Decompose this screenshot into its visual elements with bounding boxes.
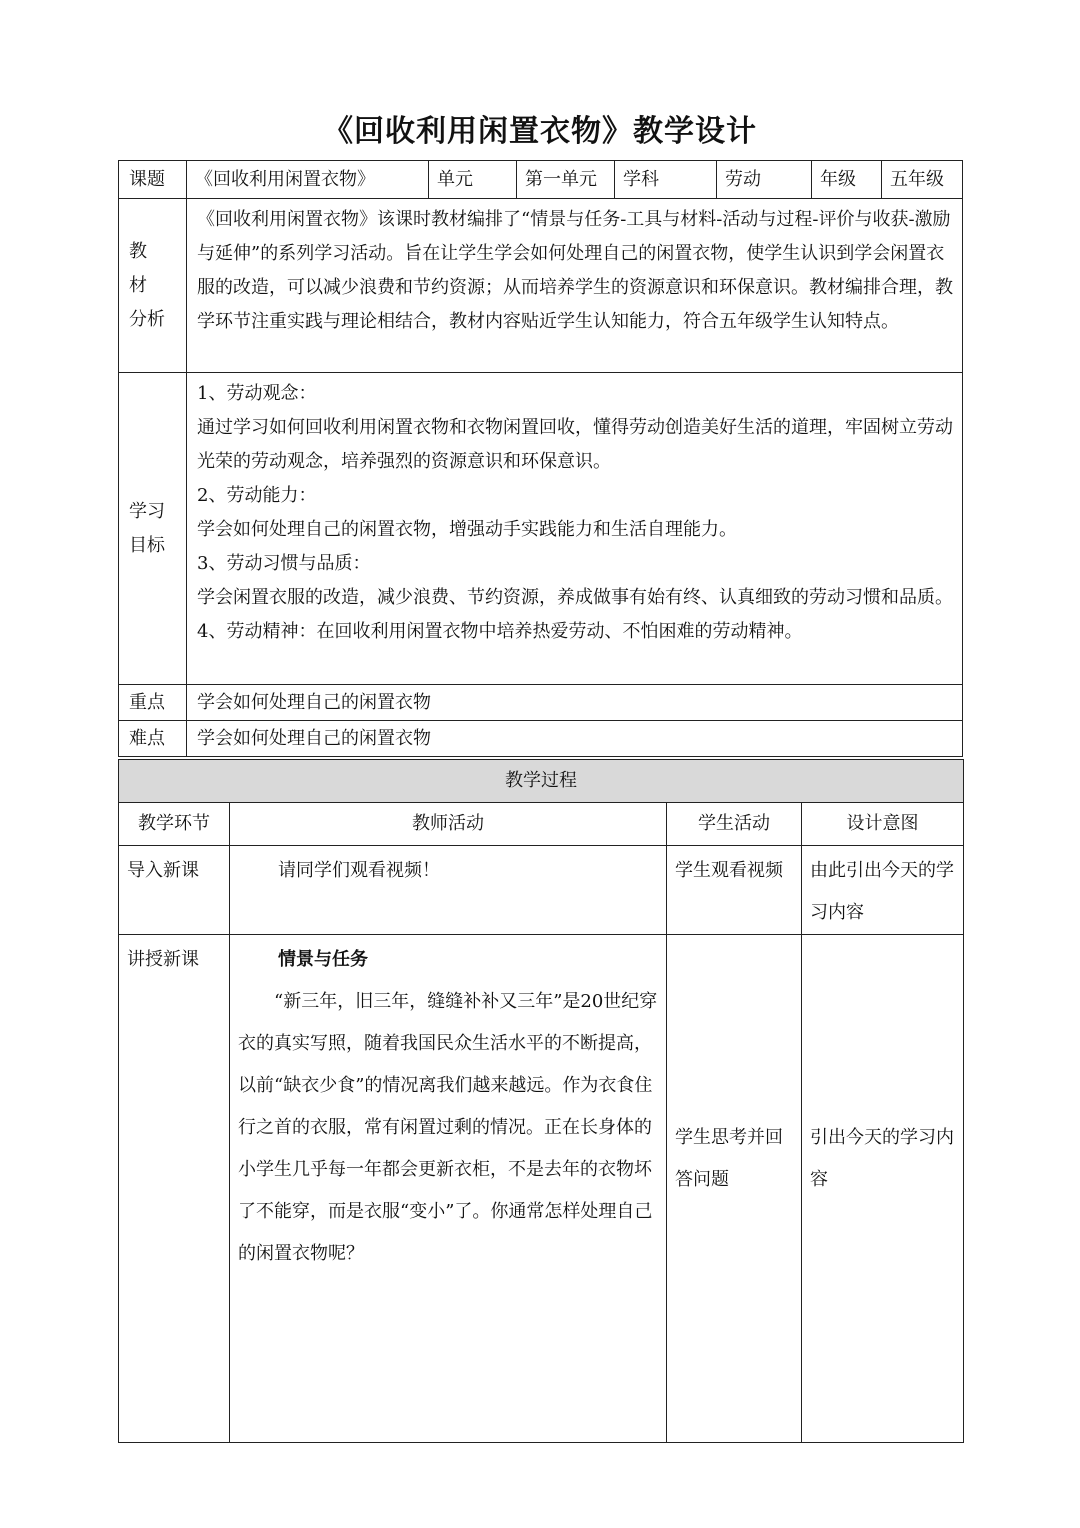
goal-line: 通过学习如何回收利用闲置衣物和衣物闲置回收，懂得劳动创造美好生活的道理，牢固树立劳动光荣的劳动观念，培养强烈的资源意识和环保意识。	[197, 417, 953, 472]
process-column-header-row	[119, 803, 964, 846]
info-row-key-point	[119, 685, 963, 721]
goal-line: 2、劳动能力：	[197, 485, 317, 506]
teacher-activity-cell: 请同学们观看视频！	[230, 846, 667, 935]
process-section-header: 教学过程	[119, 760, 964, 803]
info-row-difficulty	[119, 721, 963, 757]
analysis-label	[119, 199, 187, 373]
info-row-topic	[119, 161, 963, 199]
subject-value: 劳动	[717, 161, 812, 199]
column-header-teacher: 教师活动	[230, 803, 667, 846]
lesson-info-table	[118, 160, 963, 757]
analysis-paragraph: 《回收利用闲置衣物》该课时教材编排了“情景与任务-工具与材料-活动与过程-评价与收获-激励与延伸”的系列学习活动。旨在让学生学会如何处理自己的闲置衣物，使学生认识到学会闲置衣服的改造，可以减少浪费和节约资源；从而培养学生的资源意识和环保意识。教材编排合理，教学环节注重实践与理论相结合，教材内容贴近学生认知能力，符合五年级学生认知特点。	[197, 209, 953, 332]
topic-value: 《回收利用闲置衣物》	[187, 161, 429, 199]
goal-line: 学会闲置衣服的改造，减少浪费、节约资源，养成做事有始有终、认真细致的劳动习惯和品质。	[197, 587, 953, 608]
goals-text	[187, 373, 963, 685]
goal-line: 4、劳动精神：在回收利用闲置衣物中培养热爱劳动、不怕困难的劳动精神。	[197, 621, 803, 642]
goals-label-line-1: 学习	[129, 500, 165, 522]
teacher-activity-cell	[230, 935, 667, 1443]
stage-cell: 讲授新课	[119, 935, 230, 1443]
goal-line: 学会如何处理自己的闲置衣物，增强动手实践能力和生活自理能力。	[197, 519, 737, 540]
column-header-student: 学生活动	[667, 803, 802, 846]
analysis-label-line-1: 教 材	[129, 240, 155, 296]
info-row-goals	[119, 373, 963, 685]
goal-line: 1、劳动观念：	[197, 383, 317, 404]
info-row-analysis	[119, 199, 963, 373]
process-row-new-lesson	[119, 935, 964, 1443]
process-row-intro	[119, 846, 964, 935]
goals-label-line-2: 目标	[129, 534, 165, 556]
unit-value: 第一单元	[517, 161, 615, 199]
analysis-label-line-2: 分析	[129, 308, 165, 330]
topic-label: 课题	[119, 161, 187, 199]
grade-value: 五年级	[882, 161, 963, 199]
difficulty-value: 学会如何处理自己的闲置衣物	[187, 721, 963, 757]
stage-cell: 导入新课	[119, 846, 230, 935]
column-header-intent: 设计意图	[802, 803, 964, 846]
key-point-value: 学会如何处理自己的闲置衣物	[187, 685, 963, 721]
grade-label: 年级	[812, 161, 882, 199]
document-title: 《回收利用闲置衣物》教学设计	[323, 114, 757, 149]
teacher-activity-text: “新三年，旧三年，缝缝补补又三年”是20世纪穿衣的真实写照，随着我国民众生活水平的不断提高，以前“缺衣少食”的情况离我们越来越远。作为衣食住行之首的衣服，常有闲置过剩的情况。正在长身体的小学生几乎每一年都会更新衣柜，不是去年的衣物坏了不能穿，而是衣服“变小”了。你通常怎样处理自己的闲置衣物呢？	[238, 991, 658, 1264]
design-intent-cell: 引出今天的学习内容	[802, 935, 964, 1443]
teaching-process-table	[118, 759, 964, 1443]
subject-label: 学科	[615, 161, 717, 199]
process-header-row	[119, 760, 964, 803]
teacher-activity-heading: 情景与任务	[278, 949, 368, 970]
unit-label: 单元	[429, 161, 517, 199]
column-header-stage: 教学环节	[119, 803, 230, 846]
student-activity-cell: 学生观看视频	[667, 846, 802, 935]
student-activity-cell: 学生思考并回答问题	[667, 935, 802, 1443]
key-point-label: 重点	[119, 685, 187, 721]
analysis-text	[187, 199, 963, 373]
goals-label	[119, 373, 187, 685]
design-intent-cell: 由此引出今天的学习内容	[802, 846, 964, 935]
difficulty-label: 难点	[119, 721, 187, 757]
goal-line: 3、劳动习惯与品质：	[197, 553, 371, 574]
